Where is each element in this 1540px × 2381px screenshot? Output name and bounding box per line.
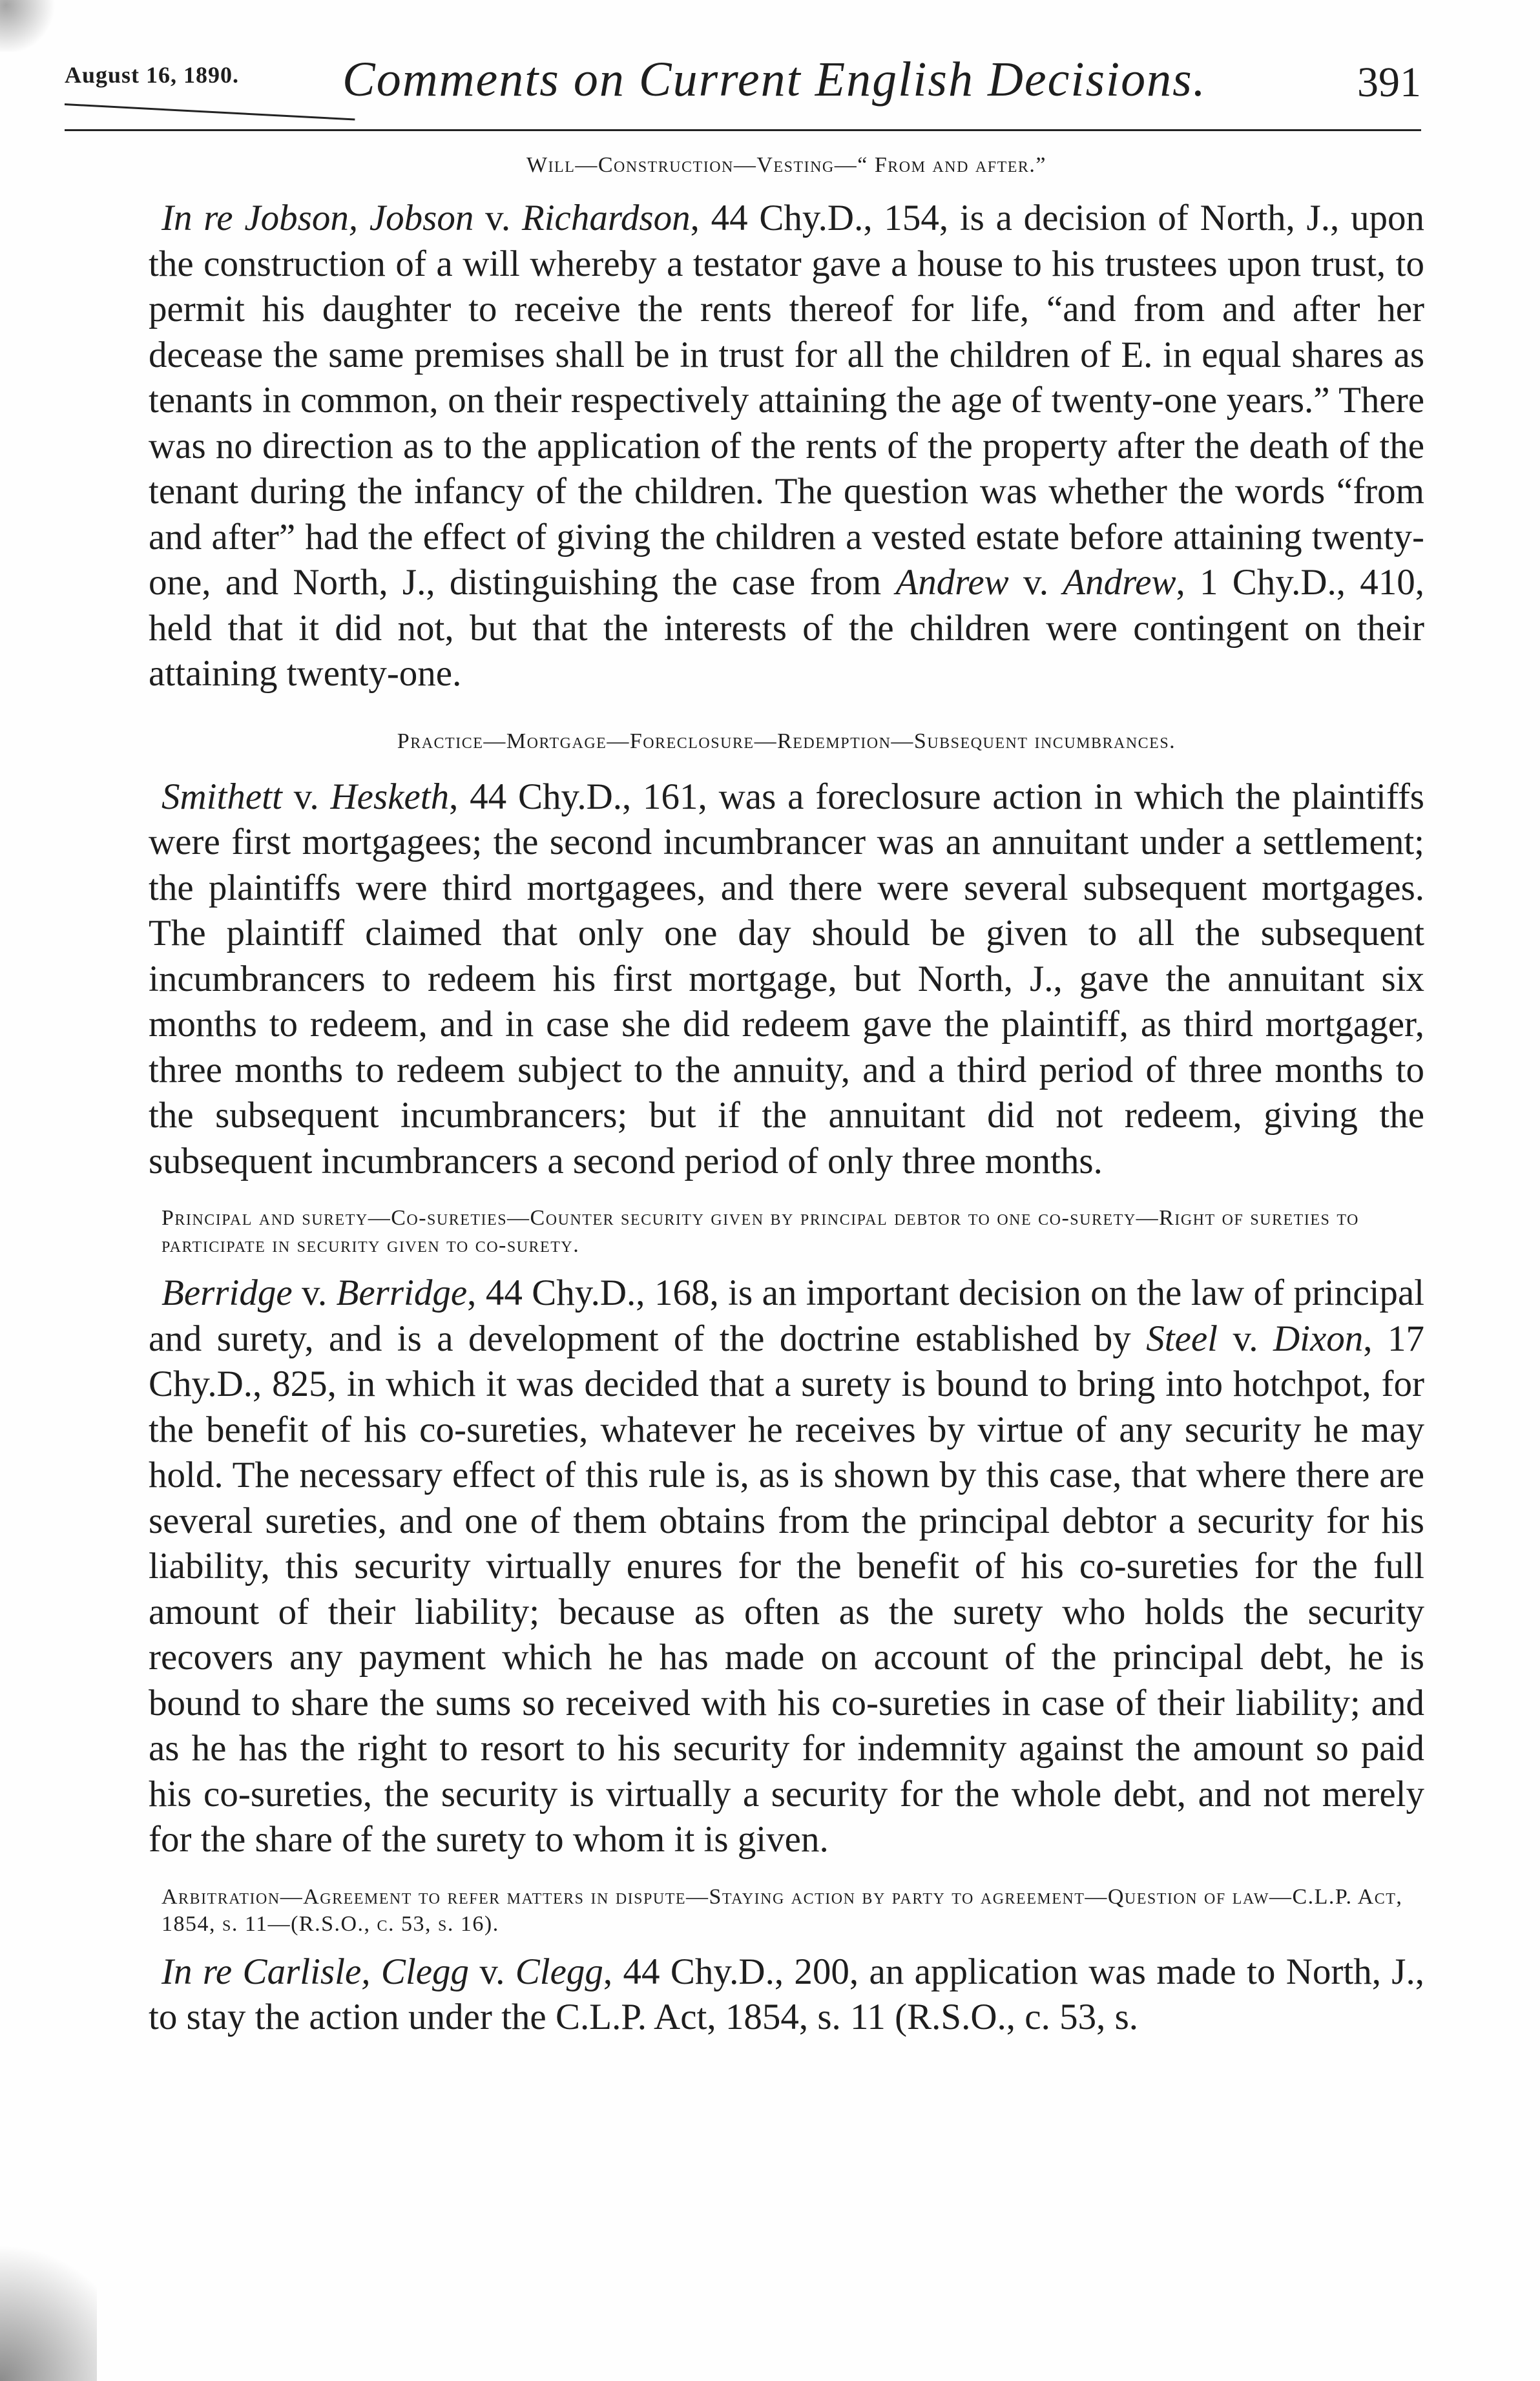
case-paragraph	[149, 1950, 1424, 2041]
header-rule	[65, 129, 1421, 131]
case-party-two: Berridge	[336, 1273, 468, 1313]
case-versus: v.	[473, 198, 522, 238]
section-heading: Practice—Mortgage—Foreclosure—Redemption—Subsequent incumbrances.	[397, 729, 1176, 753]
header-date-underline	[65, 103, 355, 121]
case-text: , 44 Chy.D., 154, is a decision of North, J., upon the construction of a will whereby a testator gave a house to his trustees upon trust, to permit his daughter to receive the rents thereof for life, “and from and after her decease the same premises shall be in trust for all the children of E. in equal shares as tenants in common, on their respectively attaining the age of twenty-one years.” There was no direction as to the application of the rents of the property after the death of the tenant during the infancy of the children. The question was whether the words “from and after” had the effect of giving the children a vested estate before attaining twenty-one, and North, J., distinguishing the case from	[149, 198, 1424, 603]
case-paragraph	[149, 775, 1424, 1185]
cited-case-versus: v.	[1008, 562, 1063, 603]
cited-case-party-two: Andrew	[1063, 562, 1176, 603]
case-text: , 44 Chy.D., 168, is an important decision on the law of principal and surety, and is a development of the doctrine established by	[149, 1273, 1424, 1359]
case-text-continued: , 17 Chy.D., 825, in which it was decided that a surety is bound to bring into hotchpot, for the benefit of his co-sureties, whatever he receives by virtue of any security he may hold. The necessary effect of this rule is, as is shown by this case, that where there are several sureties, and one of them obtains from the principal debtor a security for his liability, this security virtually enures for the benefit of his co-sureties for the full amount of their liability; because as often as the surety who holds the security recovers any payment which he has made on account of the principal debt, he is bound to share the sums so received with his co-sureties in case of their liability; and as he has the right to resort to his security for indemnity against the amount so paid his co-sureties, the security is virtually a security for the whole debt, and not merely for the share of the surety to whom it is given.	[149, 1318, 1424, 1860]
case-party-one: Berridge	[161, 1273, 293, 1313]
section-heading: Will—Construction—Vesting—“ From and after.”	[526, 153, 1047, 177]
cited-case-party-two: Dixon	[1273, 1318, 1364, 1359]
cited-case-versus: v.	[1218, 1318, 1273, 1359]
scan-edge-smudge	[0, 2213, 97, 2381]
case-party-two: Richardson	[521, 198, 691, 238]
case-party-two: Clegg	[515, 1951, 603, 1992]
case-party-one: Jobson, Jobson	[244, 198, 474, 238]
page-header	[65, 32, 1421, 149]
section-heading: Arbitration—Agreement to refer matters in dispute—Staying action by party to agreement—Question of law—C.L.P. Act, 1854, s. 11—(R.S.O., c. 53, s. 16).	[161, 1884, 1403, 1936]
case-paragraph	[149, 196, 1424, 697]
case-prefix: In re	[161, 1951, 243, 1992]
page-number: 391	[1357, 59, 1421, 106]
case-text-continued: , 1 Chy.D., 410, held that it did not, but that the interests of the children were contingent on their attaining twenty-one.	[149, 562, 1424, 694]
case-party-one: Smithett	[161, 776, 282, 817]
page-body	[149, 145, 1424, 2041]
case-party-two: Hesketh	[330, 776, 450, 817]
scan-corner-smudge	[0, 0, 58, 52]
cited-case-party-one: Steel	[1146, 1318, 1218, 1359]
case-text: , 44 Chy.D., 161, was a foreclosure action in which the plaintiffs were first mortgagees; the second incumbrancer was an annuitant under a settlement; the plaintiffs were third mortgagees, and there were several subsequent mortgages. The plaintiff claimed that only one day should be given to all the subsequent incumbrancers to redeem his first mortgage, but North, J., gave the annuitant six months to redeem, and in case she did redeem gave the plaintiff, as third mortgager, three months to redeem subject to the annuity, and a third period of three months to the subsequent incumbrancers; but if the annuitant did not redeem, giving the subsequent incumbrancers a second period of only three months.	[149, 776, 1424, 1181]
section-heading: Principal and surety—Co-sureties—Counter security given by principal debtor to one co-surety—Right of sureties to participate in security given to co-surety.	[161, 1206, 1359, 1257]
case-versus: v.	[469, 1951, 515, 1992]
case-versus: v.	[292, 1273, 337, 1313]
cited-case-party-one: Andrew	[895, 562, 1009, 603]
case-text: , 44 Chy.D., 200, an application was made to North, J., to stay the action under the C.L.P. Act, 1854, s. 11 (R.S.O., c. 53, s.	[149, 1951, 1424, 2037]
case-prefix: In re	[161, 198, 245, 238]
case-versus: v.	[282, 776, 331, 817]
running-title: Comments on Current English Decisions.	[342, 52, 1207, 107]
header-date: August 16, 1890.	[65, 62, 240, 88]
case-paragraph	[149, 1271, 1424, 1863]
case-party-one: Carlisle, Clegg	[242, 1951, 469, 1992]
